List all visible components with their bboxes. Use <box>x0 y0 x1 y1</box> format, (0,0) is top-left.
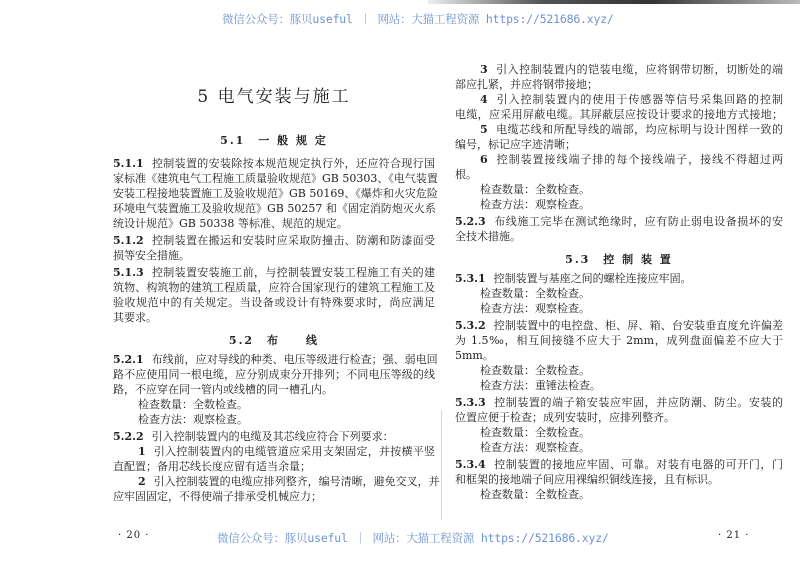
watermark-bottom: 微信公众号：豚贝useful ｜ 网站：大猫工程资源 https://521686.xyz/ <box>217 531 609 545</box>
item-number: 6 <box>480 153 488 166</box>
text-line-check <box>455 286 783 301</box>
clause-number: 5.1.1 <box>113 157 144 170</box>
line-text: 验收规范中的有关规定。当设备或设计有特殊要求时，尚应满足 <box>113 296 435 309</box>
text-line-item <box>455 152 783 167</box>
line-text: 电缆芯线和所配导线的端部，均应标明与设计图样一致的 <box>495 123 783 136</box>
line-text: 路，不应穿在同一管内或线槽的同一槽孔内。 <box>113 383 333 396</box>
text-line-cont <box>455 229 783 244</box>
clause-number: 5.3.1 <box>455 272 486 285</box>
text-line-cont <box>113 186 438 201</box>
line-text: 控制装置的安装除按本规范规定执行外，还应符合现行国 <box>151 157 435 170</box>
text-line-cont <box>455 107 783 122</box>
line-text: 引入控制装置内的使用于传感器等信号采集回路的控制 <box>495 93 783 106</box>
line-text: 为 1.5‰，相互间接缝不应大于 2mm，成列盘面偏差不应大于 <box>455 334 783 347</box>
text-line-cont <box>113 489 435 504</box>
line-text: 应牢固固定，不得使端子排承受机械应力； <box>113 490 322 503</box>
line-text: 布线施工完毕在测试绝缘时，应有防止弱电设备损坏的安 <box>493 215 783 228</box>
line-text: 引入控制装置内的电缆及其芯线应符合下列要求： <box>151 430 394 443</box>
line-text: 筑物、构筑物的建筑工程质量，应符合国家现行的建筑工程施工及 <box>113 281 435 294</box>
line-text: 部应扎紧，并应将钢带接地； <box>455 78 598 91</box>
line-text: 路不应使用同一根电缆，应分别成束分开排列；不同电压等级的线 <box>113 368 435 381</box>
text-line-cont <box>455 167 783 182</box>
scan-edge-shadow <box>428 0 800 4</box>
line-text: 检查数量：全数检查。 <box>480 183 590 196</box>
clause-number: 5.1.2 <box>113 234 144 247</box>
line-text: 检查数量：全数检查。 <box>480 364 590 377</box>
line-text: 引入控制装置内的电缆管道应采用支架固定，并按横平竖 <box>153 445 435 458</box>
line-text: 控制装置中的电控盘、柜、屏、箱、台安装垂直度允许偏差 <box>493 319 783 332</box>
item-number: 4 <box>480 93 488 106</box>
clause-number: 5.3.3 <box>455 396 486 409</box>
item-number: 5 <box>480 123 488 136</box>
page-number-right: · 21 · <box>718 530 750 541</box>
text-line-cont <box>455 77 783 92</box>
text-line-check <box>113 412 435 427</box>
line-text: 控制装置在搬运和安装时应采取防撞击、防潮和防漆面受 <box>151 234 435 247</box>
text-line-clause <box>455 214 783 229</box>
clause-number: 5.1.3 <box>113 266 144 279</box>
text-line-check <box>455 182 783 197</box>
text-line-cont <box>113 382 435 397</box>
line-text: 检查方法：观察检查。 <box>480 302 590 315</box>
text-line-cont <box>113 459 435 474</box>
line-text: 控制装置安装施工前，与控制装置安装工程施工有关的建 <box>151 266 435 279</box>
line-text: 检查数量：全数检查。 <box>138 398 248 411</box>
item-number: 1 <box>138 445 146 458</box>
line-text: 检查数量：全数检查。 <box>480 488 590 501</box>
line-text: 全技术措施。 <box>455 230 521 243</box>
text-line-cont <box>113 216 435 231</box>
book-gutter <box>441 410 442 520</box>
text-line-check <box>455 301 783 316</box>
line-text: 控制装置的接地应牢固、可靠。对装有电器的可开门，门 <box>493 458 783 471</box>
chapter-title: 5 电气安装与施工 <box>197 87 351 107</box>
text-line-item <box>455 62 783 77</box>
clause-number: 5.3.4 <box>455 458 486 471</box>
text-line-item <box>113 474 440 489</box>
text-line-cont <box>113 280 435 295</box>
text-line-clause <box>455 318 783 333</box>
section-heading <box>455 252 783 267</box>
text-line-cont <box>113 367 435 382</box>
line-text: 环境电气装置施工及验收规范》GB 50257 和《固定消防炮灭火系 <box>113 202 436 215</box>
line-text: 位置应便于检查；成列安装时，应排列整齐。 <box>455 411 675 424</box>
line-text: 检查数量：全数检查。 <box>480 426 590 439</box>
item-number: 3 <box>480 63 488 76</box>
left-page-body <box>113 154 440 504</box>
text-line-clause <box>113 156 435 171</box>
text-line-clause <box>113 233 435 248</box>
line-text: 和框架的接地端子间应用裸编织铜线连接，且有标识。 <box>455 473 719 486</box>
line-text: 检查方法：观察检查。 <box>480 198 590 211</box>
line-text: 控制装置接线端子排的每个接线端子，接线不得超过两 <box>495 153 783 166</box>
line-text: 统设计规范》GB 50338 等标准、规范的规定。 <box>113 217 348 230</box>
line-text: 控制装置的端子箱安装应牢固，并应防潮、防尘。安装的 <box>493 396 783 409</box>
text-line-check <box>455 440 783 455</box>
line-text: 检查数量：全数检查。 <box>480 287 590 300</box>
line-text: 安装工程接地装置施工及验收规范》GB 50169、《爆炸和火灾危险 <box>113 187 438 200</box>
section-heading-5-1: 5.1 一 般 规 定 <box>220 134 328 147</box>
clause-number: 5.2.1 <box>113 353 144 366</box>
text-line-item <box>455 92 783 107</box>
line-text: 引入控制装置内的铠装电缆，应将钢带切断，切断处的端 <box>495 63 783 76</box>
text-line-check <box>455 425 783 440</box>
text-line-clause <box>113 352 438 367</box>
line-text: 5.3 控 制 装 置 <box>565 253 673 266</box>
line-text: 编号，标记应字迹清晰； <box>455 138 576 151</box>
line-text: 根。 <box>455 168 477 181</box>
text-line-clause <box>455 457 783 472</box>
line-text: 其要求。 <box>113 311 157 324</box>
line-text: 引入控制装置的电缆应排列整齐，编号清晰，避免交叉，并 <box>153 475 440 488</box>
line-text: 损等安全措施。 <box>113 249 190 262</box>
text-line-item <box>113 444 435 459</box>
text-line-cont <box>113 201 435 216</box>
item-number: 2 <box>138 475 146 488</box>
right-page-body <box>455 62 783 502</box>
text-line-cont <box>455 348 783 363</box>
text-line-cont <box>113 248 435 263</box>
text-line-check <box>455 197 783 212</box>
line-text: 检查方法：观察检查。 <box>138 413 248 426</box>
text-line-cont <box>113 295 435 310</box>
line-text: 电缆，应采用屏蔽电缆。其屏蔽层应按设计要求的接地方式接地； <box>455 108 783 121</box>
text-line-item <box>455 122 783 137</box>
text-line-clause <box>455 395 783 410</box>
text-line-cont <box>113 310 435 325</box>
line-text: 控制装置与基座之间的螺栓连接应牢固。 <box>493 272 692 285</box>
text-line-check <box>113 397 435 412</box>
line-text: 家标准《建筑电气工程施工质量验收规范》GB 50303、《电气装置 <box>113 172 438 185</box>
text-line-cont <box>455 333 783 348</box>
text-line-check <box>455 363 783 378</box>
line-text: 直配置；备用芯线长度应留有适当余量； <box>113 460 311 473</box>
text-line-check <box>455 378 783 393</box>
clause-number: 5.2.2 <box>113 430 144 443</box>
line-text: 5.2 布 线 <box>228 334 320 347</box>
line-text: 5mm。 <box>455 349 494 362</box>
text-line-cont <box>113 171 438 186</box>
text-line-clause <box>113 265 435 280</box>
text-line-cont <box>455 410 783 425</box>
text-line-clause <box>113 429 435 444</box>
line-text: 检查方法：重锤法检查。 <box>480 379 601 392</box>
clause-number: 5.3.2 <box>455 319 486 332</box>
clause-number: 5.2.3 <box>455 215 486 228</box>
line-text: 检查方法：观察检查。 <box>480 441 590 454</box>
watermark-top: 微信公众号：豚贝useful ｜ 网站：大猫工程资源 https://521686.xyz/ <box>222 12 614 26</box>
section-heading <box>113 333 435 348</box>
text-line-cont <box>455 137 783 152</box>
text-line-cont <box>455 472 783 487</box>
text-line-clause <box>455 271 783 286</box>
text-line-check <box>455 487 783 502</box>
page-number-left: · 20 · <box>118 530 150 541</box>
line-text: 布线前，应对导线的种类、电压等级进行检查；强、弱电回 <box>151 353 438 366</box>
